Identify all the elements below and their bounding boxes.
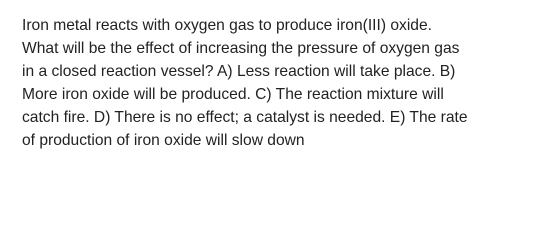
question-line: in a closed reaction vessel? A) Less reaction will take place. B) (22, 63, 456, 80)
question-text (22, 14, 542, 152)
question-line: of production of iron oxide will slow down (22, 132, 305, 149)
question-line: What will be the effect of increasing the pressure of oxygen gas (22, 40, 460, 57)
question-line: catch fire. D) There is no effect; a catalyst is needed. E) The rate (22, 109, 468, 126)
question-line: More iron oxide will be produced. C) The reaction mixture will (22, 86, 444, 103)
question-line: Iron metal reacts with oxygen gas to produce iron(III) oxide. (22, 17, 432, 34)
